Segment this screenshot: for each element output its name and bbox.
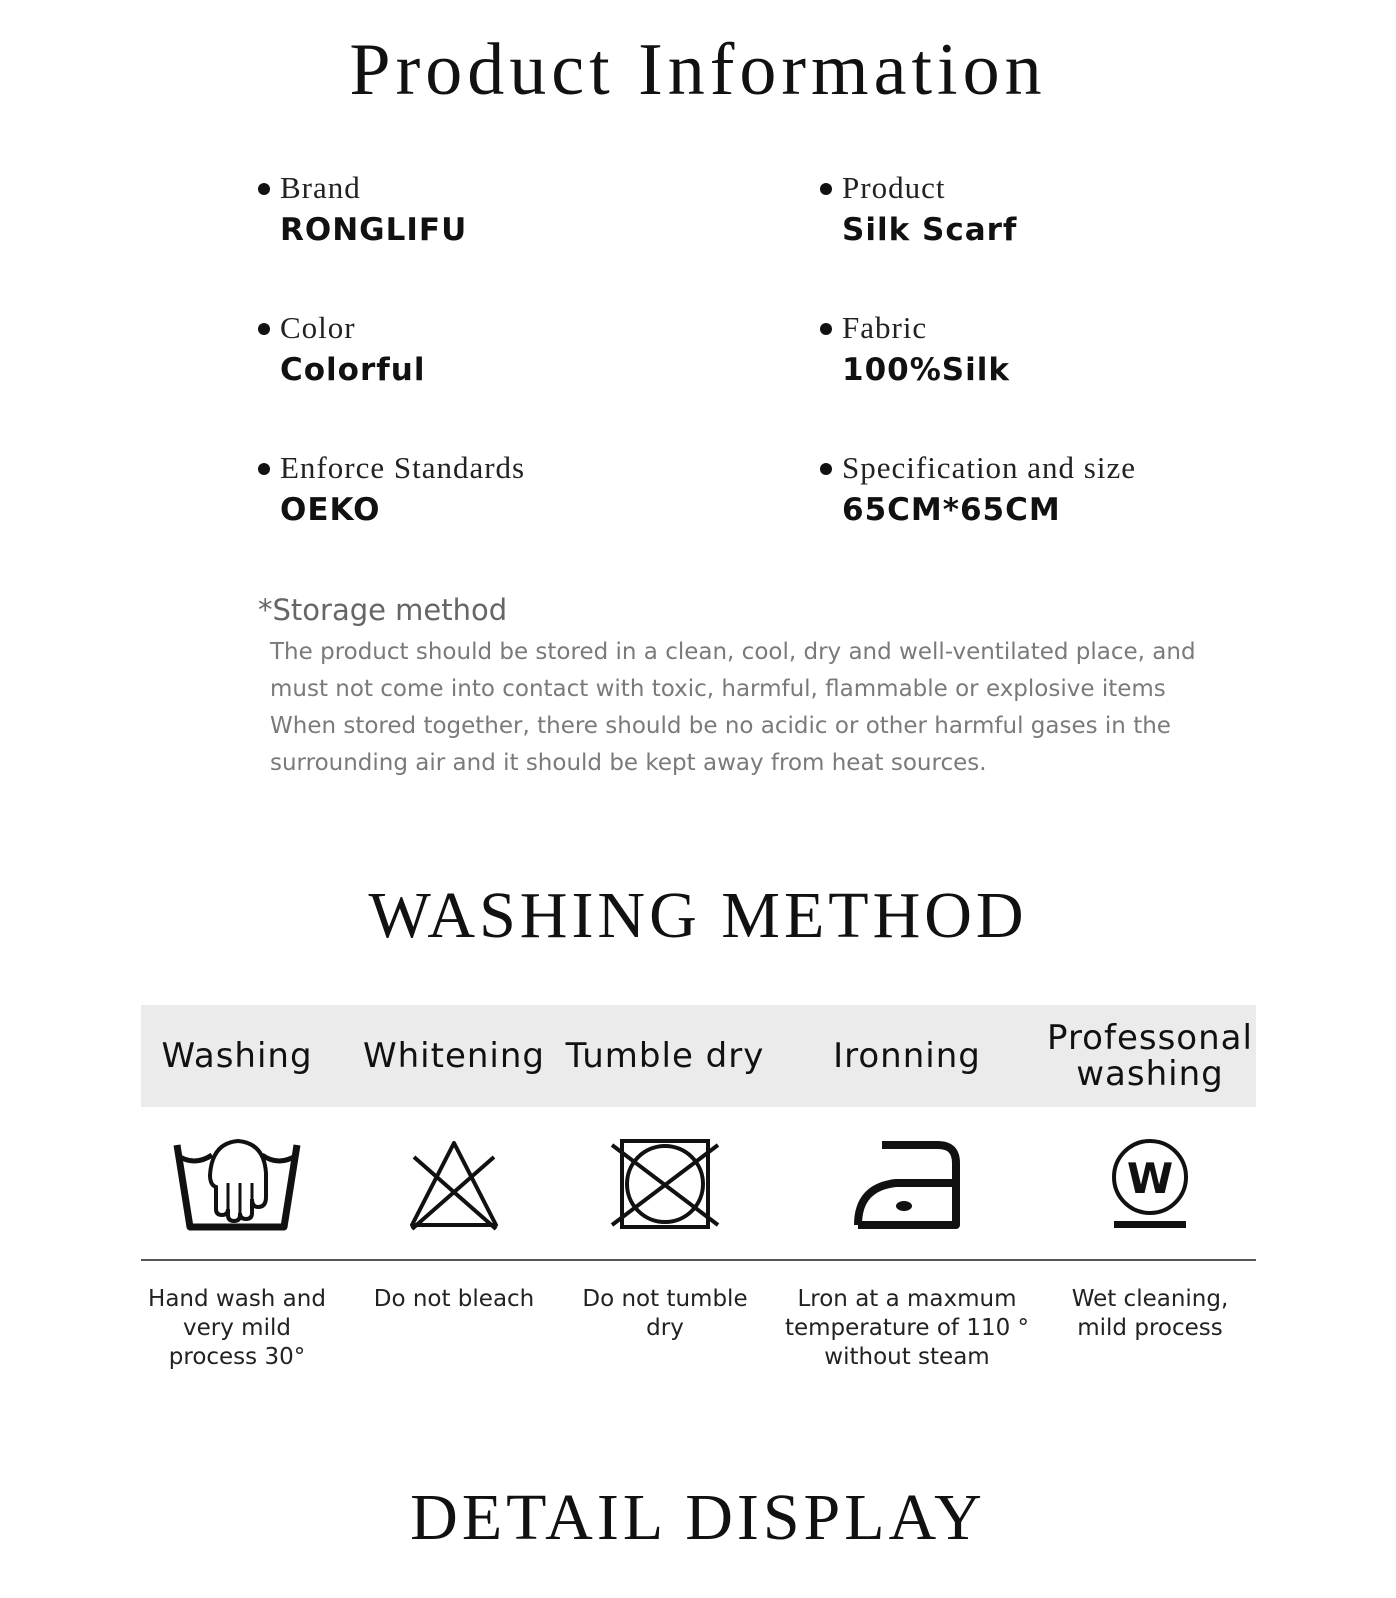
desc-ironing: Lron at a maxmum temperature of 110 ° without steam bbox=[784, 1286, 1030, 1370]
bullet-icon bbox=[258, 183, 270, 195]
col-head-tumble-dry: Tumble dry bbox=[565, 1036, 765, 1076]
storage-line: surrounding air and it should be kept away from heat sources. bbox=[270, 750, 987, 776]
size-label: Specification and size bbox=[842, 450, 1137, 485]
detail-title: DETAIL DISPLAY bbox=[410, 1481, 986, 1554]
brand-label: Brand bbox=[280, 170, 361, 205]
storage-text bbox=[258, 634, 1238, 782]
wet-clean-cell bbox=[1030, 1125, 1270, 1245]
info-size bbox=[820, 450, 1340, 530]
storage-line: The product should be stored in a clean, cool, dry and well-ventilated place, and bbox=[270, 639, 1196, 665]
page-title: Product Information bbox=[349, 29, 1047, 111]
washing-divider bbox=[141, 1259, 1256, 1261]
iron-low-cell bbox=[797, 1125, 1017, 1245]
desc-professional: Wet cleaning, mild process bbox=[1071, 1286, 1229, 1341]
col-head-professional: Professonal washing bbox=[1047, 1018, 1253, 1094]
info-brand bbox=[258, 170, 778, 250]
no-tumble-dry-cell bbox=[555, 1125, 775, 1245]
no-bleach-icon bbox=[404, 1135, 504, 1235]
hand-wash-cell bbox=[127, 1125, 347, 1245]
product-label: Product bbox=[842, 170, 946, 205]
bullet-icon bbox=[820, 183, 832, 195]
storage-section bbox=[258, 590, 1238, 782]
info-fabric bbox=[820, 310, 1340, 390]
storage-line: must not come into contact with toxic, harmful, flammable or explosive items bbox=[270, 676, 1166, 702]
brand-value: RONGLIFU bbox=[280, 212, 468, 248]
bullet-icon bbox=[820, 463, 832, 475]
washing-title: WASHING METHOD bbox=[368, 879, 1028, 952]
col-head-ironing: Ironning bbox=[833, 1036, 981, 1076]
iron-low-icon bbox=[852, 1135, 962, 1235]
bullet-icon bbox=[258, 323, 270, 335]
no-tumble-dry-icon bbox=[610, 1135, 720, 1235]
fabric-value: 100%Silk bbox=[842, 352, 1010, 388]
desc-whitening: Do not bleach bbox=[373, 1286, 535, 1312]
col-head-whitening: Whitening bbox=[363, 1036, 545, 1076]
storage-title: *Storage method bbox=[258, 593, 508, 627]
svg-text:W: W bbox=[1126, 1154, 1174, 1203]
no-bleach-cell bbox=[344, 1125, 564, 1245]
info-standards bbox=[258, 450, 778, 530]
wet-clean-icon bbox=[1100, 1135, 1200, 1235]
col-head-washing: Washing bbox=[161, 1036, 313, 1076]
bullet-icon bbox=[820, 323, 832, 335]
desc-washing: Hand wash and very mild process 30° bbox=[148, 1286, 326, 1370]
hand-wash-icon bbox=[172, 1135, 302, 1235]
fabric-label: Fabric bbox=[842, 310, 928, 345]
color-value: Colorful bbox=[280, 352, 426, 388]
info-product bbox=[820, 170, 1340, 250]
standards-label: Enforce Standards bbox=[280, 450, 526, 485]
size-value: 65CM*65CM bbox=[842, 492, 1061, 528]
desc-tumble-dry: Do not tumble dry bbox=[582, 1286, 748, 1341]
standards-value: OEKO bbox=[280, 492, 381, 528]
bullet-icon bbox=[258, 463, 270, 475]
info-color bbox=[258, 310, 778, 390]
storage-line: When stored together, there should be no acidic or other harmful gases in the bbox=[270, 713, 1171, 739]
color-label: Color bbox=[280, 310, 356, 345]
product-value: Silk Scarf bbox=[842, 212, 1018, 248]
